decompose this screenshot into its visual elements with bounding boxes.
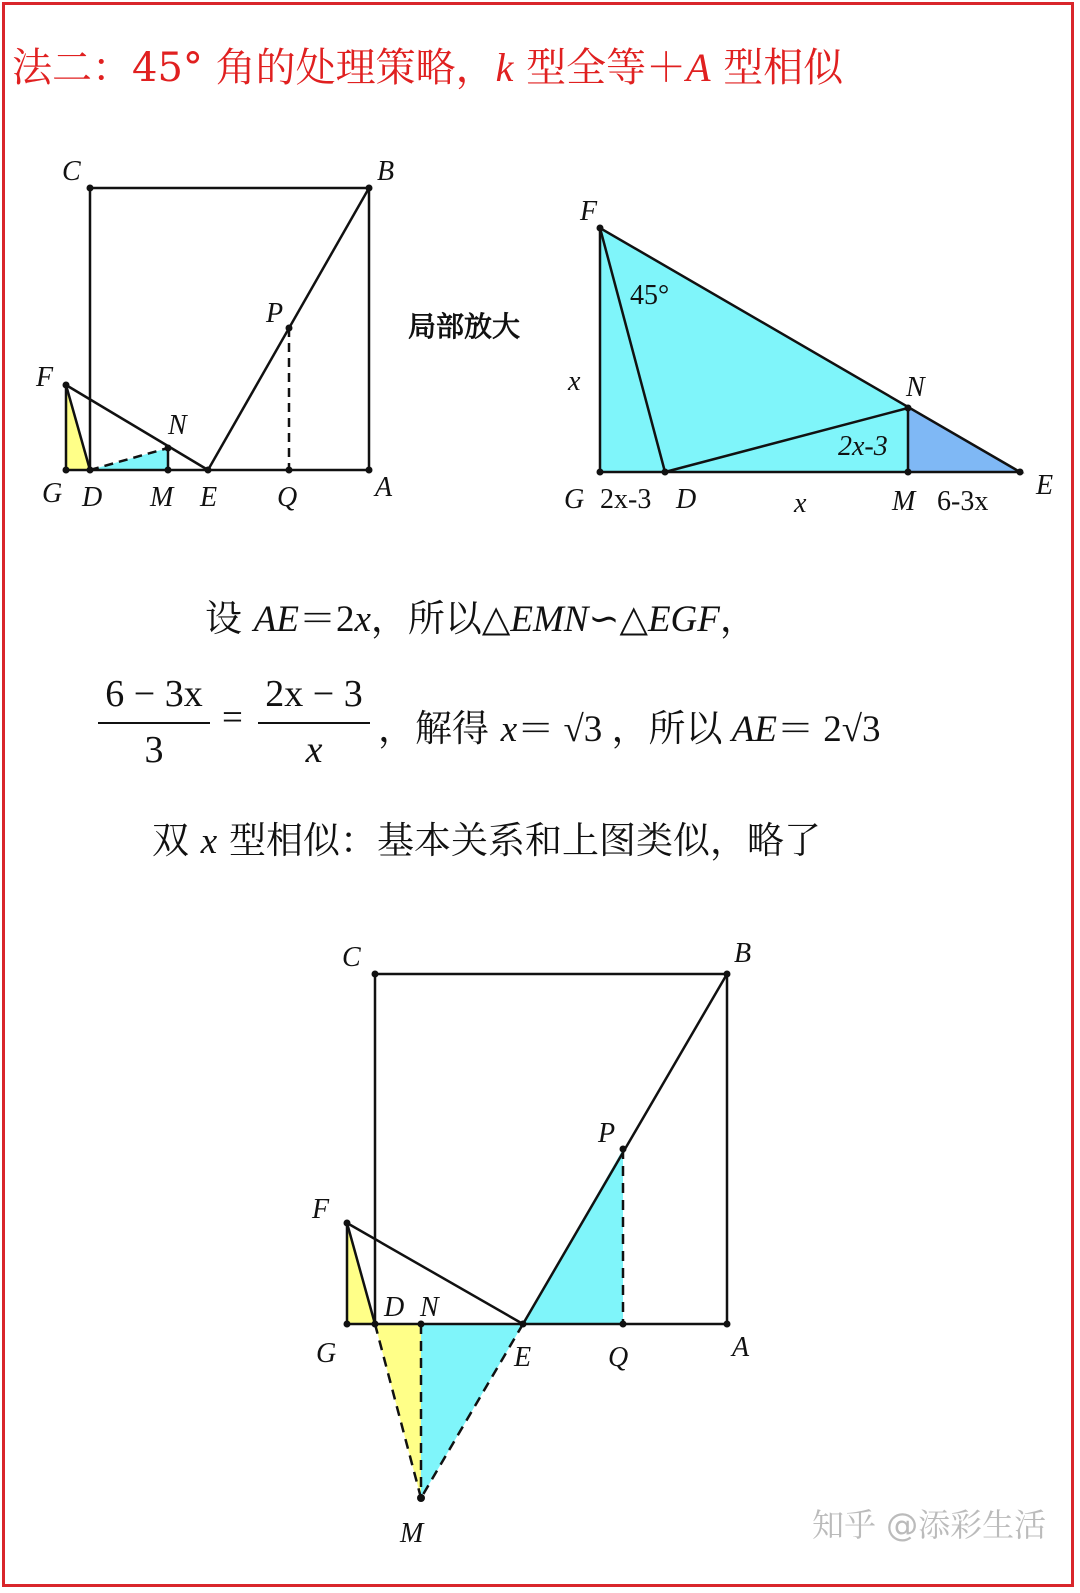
fraction-left (98, 672, 210, 772)
watermark: 知乎 @添彩生活 (812, 1506, 1047, 1544)
label-f: F (36, 362, 54, 393)
fraction-right-numerator: 2x − 3 (265, 673, 363, 715)
label-q: Q (277, 482, 298, 513)
square-outline (375, 974, 727, 1324)
fraction-left-denominator: 3 (144, 729, 164, 771)
label-d: D (384, 1292, 405, 1323)
label-d: D (82, 482, 103, 513)
fraction-right (258, 672, 370, 772)
label-seg-gd: 2x-3 (600, 484, 652, 515)
label-angle-45: 45° (630, 280, 670, 311)
diagram-square-1 (63, 185, 373, 474)
label-e: E (514, 1342, 532, 1373)
label-g: G (316, 1338, 337, 1369)
label-n: N (420, 1292, 439, 1323)
label-p: P (266, 298, 284, 329)
solution-line-2: ，解得 x＝ √3 ，所以 AE＝ 2√3 (378, 707, 881, 750)
label-d: D (676, 484, 697, 515)
label-a: A (732, 1332, 750, 1363)
zoom-label: 局部放大 (408, 310, 521, 343)
label-f: F (580, 196, 598, 227)
diagram-square-2 (344, 971, 731, 1503)
solution-line-3: 双 x 型相似：基本关系和上图类似，略了 (152, 819, 821, 862)
diagram3-labels (311, 938, 751, 1549)
diagram-zoom (597, 225, 1024, 476)
label-c: C (342, 942, 361, 973)
label-c: C (62, 156, 81, 187)
label-g: G (564, 484, 585, 515)
label-m: M (400, 1518, 424, 1549)
label-n: N (906, 372, 925, 403)
label-x-left: x (568, 366, 581, 397)
label-g: G (42, 478, 63, 509)
page-title: 法二：45° 角的处理策略，k 型全等＋A 型相似 (12, 45, 844, 91)
label-e: E (200, 482, 218, 513)
fraction-left-numerator: 6 − 3x (105, 673, 203, 715)
label-n: N (168, 410, 187, 441)
equals-sign: = (222, 697, 243, 738)
square-outline (90, 188, 369, 470)
label-b: B (377, 156, 395, 187)
label-f: F (312, 1194, 330, 1225)
label-q: Q (608, 1342, 629, 1373)
label-x-bottom: x (794, 488, 807, 519)
label-seg-nm: 2x-3 (838, 431, 888, 462)
label-a: A (375, 472, 393, 503)
label-b: B (734, 938, 752, 969)
label-seg-me: 6-3x (937, 486, 989, 517)
solution-line-1: 设 AE＝2x，所以△EMN∽△EGF， (205, 597, 757, 640)
label-m: M (892, 486, 916, 517)
label-m: M (150, 482, 174, 513)
label-e: E (1036, 470, 1054, 501)
label-p: P (598, 1118, 616, 1149)
fraction-right-denominator: x (305, 729, 323, 771)
